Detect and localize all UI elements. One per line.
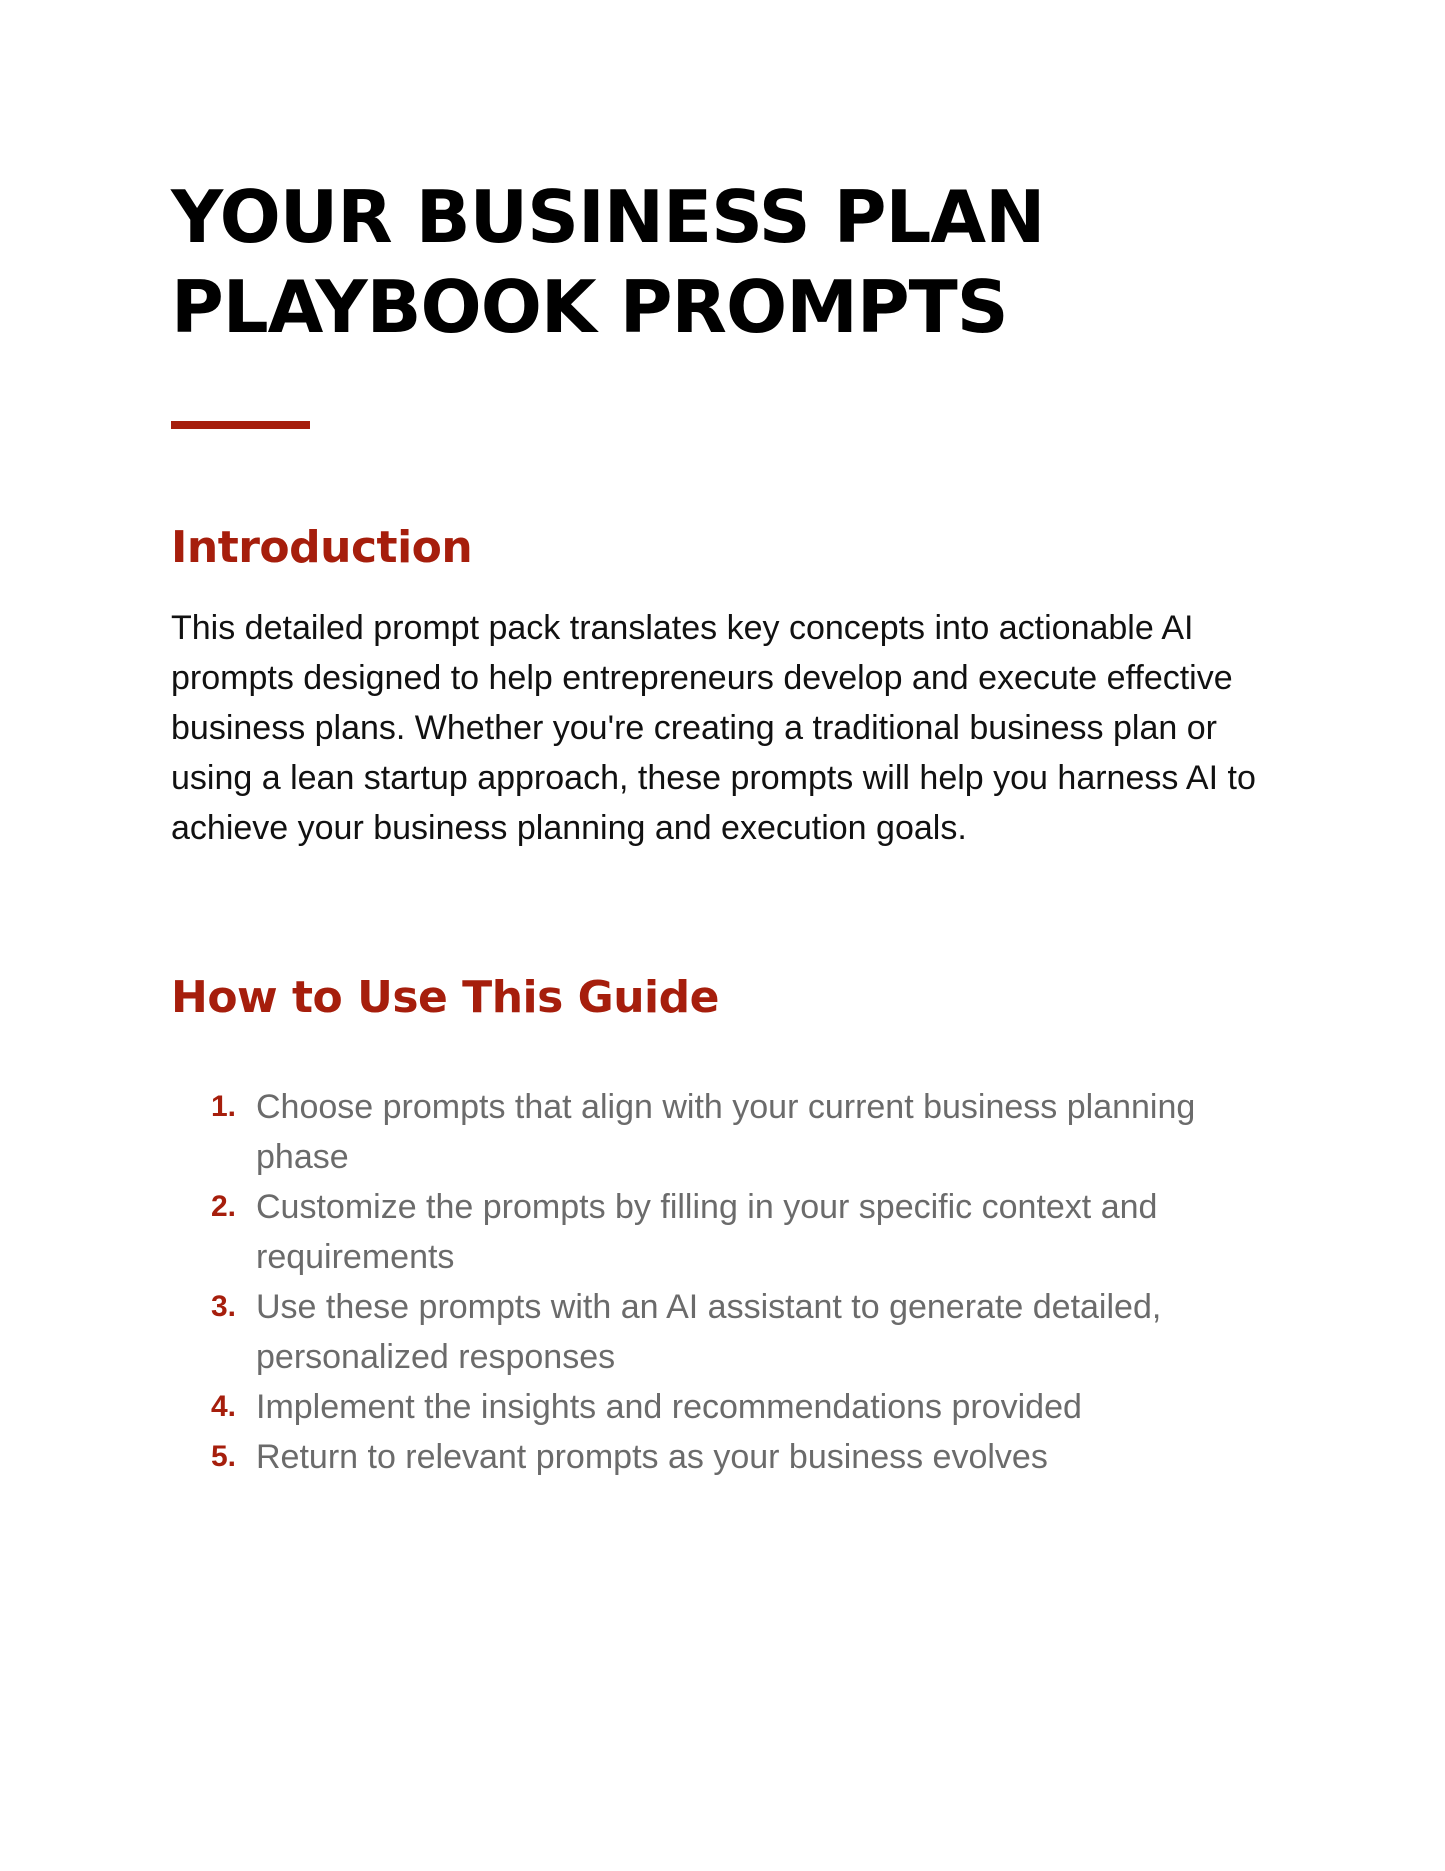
steps-list [171,1082,1291,1482]
how-to-use-heading: How to Use This Guide [171,972,719,1023]
title-line-1: YOUR BUSINESS PLAN [171,175,1045,259]
list-item [171,1082,1291,1182]
step-text: Implement the insights and recommendations provided [256,1388,1082,1426]
page-title [171,172,1044,352]
step-text: Use these prompts with an AI assistant to generate detailed, personalized responses [256,1288,1162,1376]
step-text: Return to relevant prompts as your business evolves [256,1438,1048,1476]
title-divider [171,421,310,429]
step-number: 2. [211,1190,237,1223]
list-item [171,1382,1291,1432]
step-number: 5. [211,1440,237,1473]
step-text: Customize the prompts by filling in your specific context and requirements [256,1188,1158,1276]
list-item [171,1182,1291,1282]
list-item [171,1432,1291,1482]
step-number: 3. [211,1290,237,1323]
step-text: Choose prompts that align with your current business planning phase [256,1088,1196,1176]
introduction-body: This detailed prompt pack translates key concepts into actionable AI prompts designed to help entrepreneurs develop and execute effective business plans. Whether you're creating a traditional business plan or using a lean startup approach, these prompts will help you harness AI to achieve your business planning and execution goals. [171,609,1256,847]
list-item [171,1282,1291,1382]
step-number: 1. [211,1090,237,1123]
step-number: 4. [211,1390,237,1423]
introduction-heading: Introduction [171,522,473,573]
title-line-2: PLAYBOOK PROMPTS [171,265,1008,349]
